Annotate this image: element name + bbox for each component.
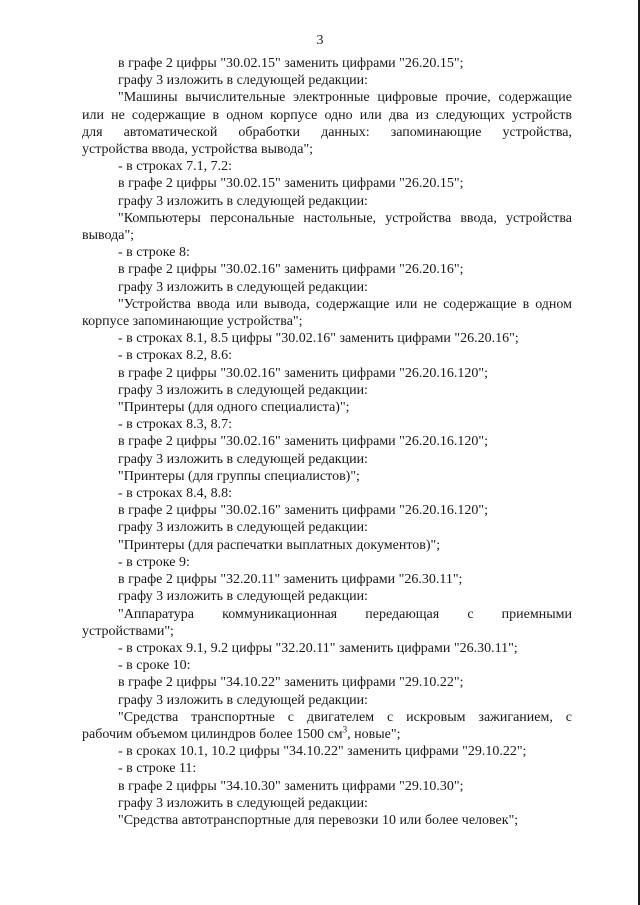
line-text: "Устройства ввода или вывода, содержащие или не содержащие в одном [118, 296, 572, 312]
line-text: - в строках 8.3, 8.7: [118, 417, 232, 433]
page-number: 3 [316, 33, 324, 48]
text-line [82, 365, 572, 382]
document-body [82, 55, 572, 829]
text-line [82, 640, 572, 657]
line-text: "Средства транспортные с двигателем с искровым зажиганием, с [118, 709, 572, 725]
line-text: "Принтеры (для одного специалиста)"; [118, 400, 350, 416]
text-line [82, 330, 572, 347]
line-text: графу 3 изложить в следующей редакции: [118, 520, 368, 536]
line-text: - в строке 8: [118, 245, 190, 261]
line-text: в графе 2 цифры "32.20.11" заменить цифрами "26.30.11"; [118, 572, 463, 588]
line-text: - в сроке 10: [118, 658, 191, 674]
line-text: графу 3 изложить в следующей редакции: [118, 193, 368, 209]
text-line [82, 124, 572, 141]
text-line [82, 382, 572, 399]
line-text: - в строках 8.4, 8.8: [118, 486, 232, 502]
line-text: графу 3 изложить в следующей редакции: [118, 589, 368, 605]
line-text: графу 3 изложить в следующей редакции: [118, 692, 368, 708]
text-line [82, 812, 572, 829]
text-line [82, 760, 572, 777]
line-text: - в строке 9: [118, 554, 190, 570]
line-text: графу 3 изложить в следующей редакции: [118, 279, 368, 295]
text-line [82, 606, 572, 623]
text-line [82, 227, 572, 244]
text-line [82, 399, 572, 416]
line-text: - в строках 7.1, 7.2: [118, 159, 232, 175]
text-line [82, 537, 572, 554]
line-text: графу 3 изложить в следующей редакции: [118, 795, 368, 811]
text-line [82, 502, 572, 519]
text-line [82, 261, 572, 278]
text-line [82, 210, 572, 227]
text-line [82, 778, 572, 795]
text-line [82, 657, 572, 674]
line-text: в графе 2 цифры "30.02.16" заменить цифрами "26.20.16.120"; [118, 434, 488, 450]
line-text: в графе 2 цифры "30.02.15" заменить цифрами "26.20.15"; [118, 176, 464, 192]
line-text: "Принтеры (для группы специалистов)"; [118, 468, 360, 484]
text-line [82, 554, 572, 571]
line-text: графу 3 изложить в следующей редакции: [118, 382, 368, 398]
line-text: корпусе запоминающие устройства"; [82, 314, 303, 330]
superscript: 3 [342, 724, 348, 735]
line-text: "Машины вычислительные электронные цифровые прочие, содержащие [118, 90, 572, 106]
text-line [82, 416, 572, 433]
text-line [82, 468, 572, 485]
text-line [82, 433, 572, 450]
text-line [82, 279, 572, 296]
line-text: - в сроках 10.1, 10.2 цифры "34.10.22" заменить цифрами "29.10.22"; [118, 744, 527, 760]
line-text: графу 3 изложить в следующей редакции: [118, 73, 368, 89]
line-text: графу 3 изложить в следующей редакции: [118, 451, 368, 467]
text-line [82, 313, 572, 330]
line-text: вывода"; [82, 228, 135, 244]
text-line [82, 623, 572, 640]
line-text: в графе 2 цифры "30.02.16" заменить цифрами "26.20.16.120"; [118, 365, 488, 381]
text-line [82, 795, 572, 812]
line-text: или не содержащие в одном корпусе одно или два из следующих устройств [82, 107, 572, 123]
text-line [82, 692, 572, 709]
line-text: в графе 2 цифры "30.02.15" заменить цифрами "26.20.15"; [118, 56, 464, 71]
line-text: "Компьютеры персональные настольные, устройства ввода, устройства [118, 210, 572, 226]
text-line [82, 571, 572, 588]
line-text: "Аппаратура коммуникационная передающая с приемными [118, 606, 572, 622]
text-line [82, 347, 572, 364]
line-text: в графе 2 цифры "34.10.22" заменить цифрами "29.10.22"; [118, 675, 464, 691]
text-line [82, 175, 572, 192]
text-line [82, 296, 572, 313]
text-line [82, 89, 572, 106]
text-line [82, 107, 572, 124]
line-text: "Средства автотранспортные для перевозки 10 или более человек"; [118, 812, 519, 828]
line-text: устройствами"; [82, 623, 174, 639]
text-line [82, 158, 572, 175]
text-line [82, 55, 572, 72]
line-text: в графе 2 цифры "30.02.16" заменить цифрами "26.20.16.120"; [118, 503, 488, 519]
text-line [82, 726, 572, 743]
line-text: в графе 2 цифры "30.02.16" заменить цифрами "26.20.16"; [118, 262, 464, 278]
text-line [82, 743, 572, 760]
text-line [82, 674, 572, 691]
line-text: - в строках 9.1, 9.2 цифры "32.20.11" заменить цифрами "26.30.11"; [118, 640, 518, 656]
line-text: рабочим объемом цилиндров более 1500 см [82, 726, 343, 742]
text-line [82, 72, 572, 89]
text-line [82, 519, 572, 536]
line-text: в графе 2 цифры "34.10.30" заменить цифрами "29.10.30"; [118, 778, 464, 794]
line-tail: , новые"; [347, 726, 401, 742]
text-line [82, 193, 572, 210]
text-line [82, 244, 572, 261]
line-text: устройства ввода, устройства вывода"; [82, 142, 314, 158]
text-line [82, 451, 572, 468]
line-text: для автоматической обработки данных: запоминающие устройства, [82, 124, 572, 140]
line-text: - в строке 11: [118, 761, 197, 777]
text-line [82, 141, 572, 158]
text-line [82, 588, 572, 605]
line-text: - в строках 8.1, 8.5 цифры "30.02.16" заменить цифрами "26.20.16"; [118, 331, 519, 347]
line-text: - в строках 8.2, 8.6: [118, 348, 232, 364]
text-line [82, 485, 572, 502]
line-text: "Принтеры (для распечатки выплатных документов)"; [118, 537, 441, 553]
text-line [82, 709, 572, 726]
